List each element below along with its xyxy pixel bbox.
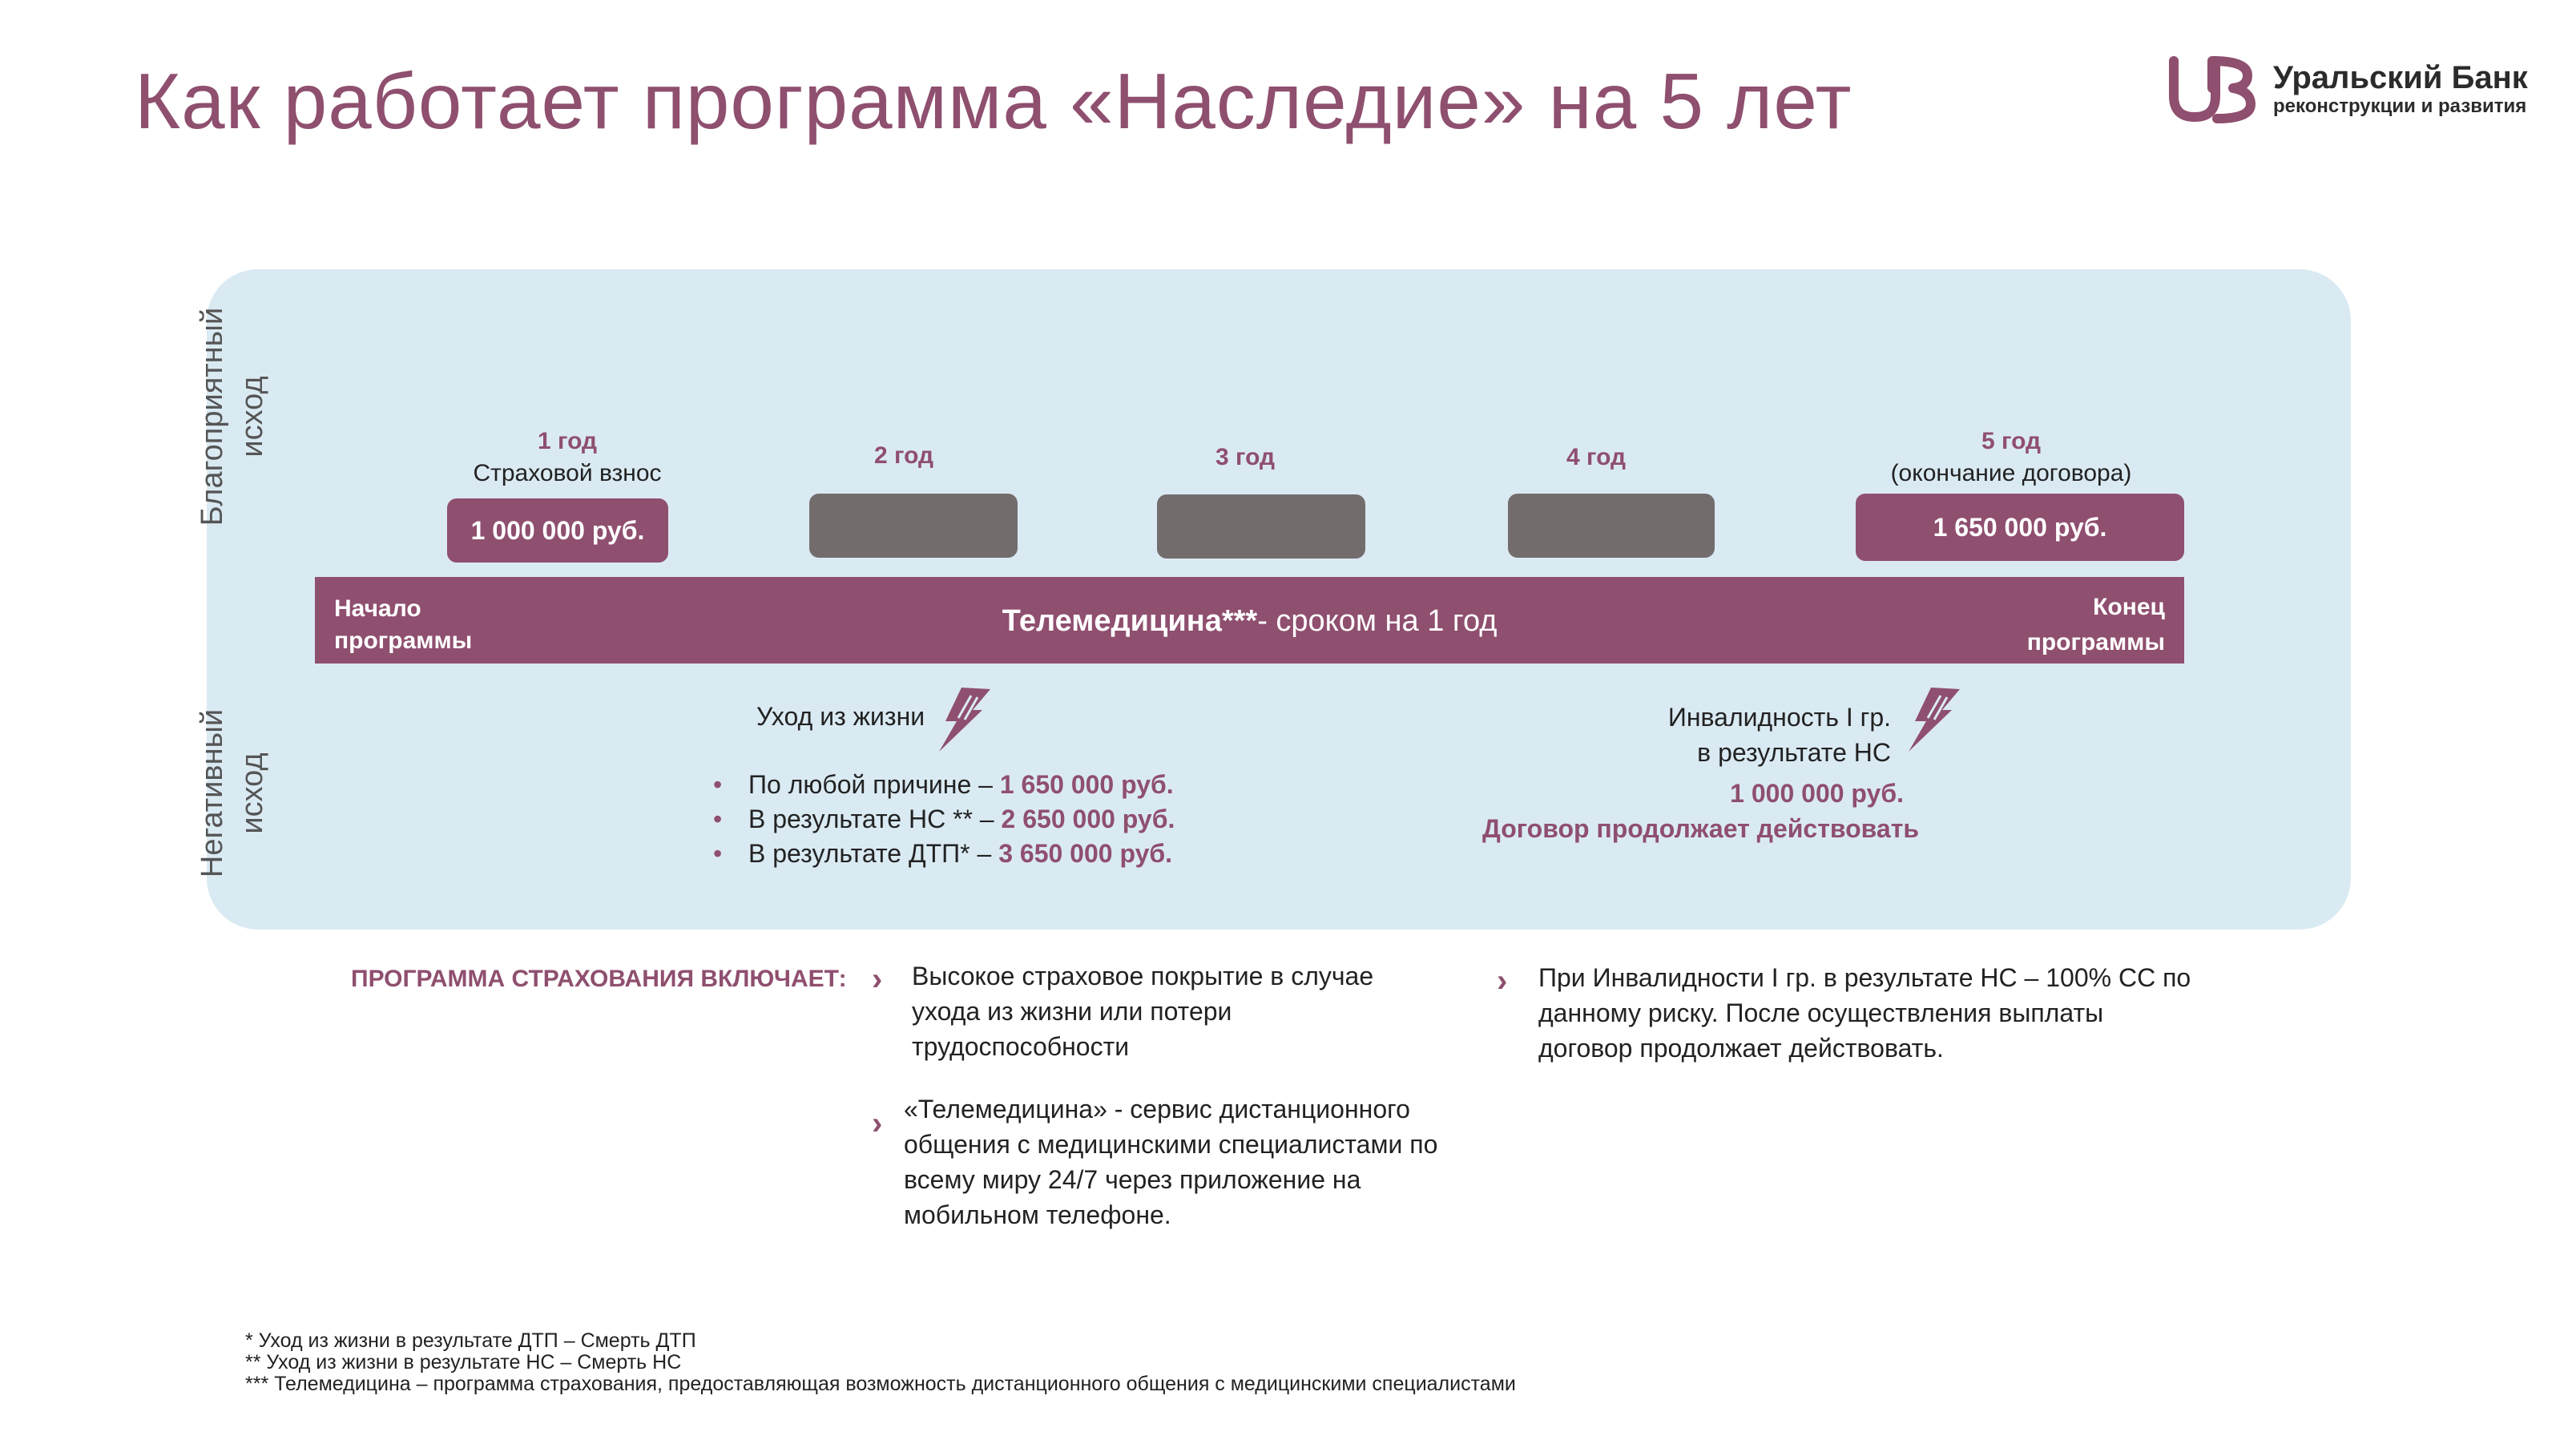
slide-title: Как работает программа «Наследие» на 5 лет [135, 57, 1852, 145]
list-item: • В результате ДТП* – 3 650 000 руб. [713, 837, 1175, 871]
includes-heading: ПРОГРАММА СТРАХОВАНИЯ ВКЛЮЧАЕТ: [351, 966, 847, 992]
disability-amount: 1 000 000 руб. [1730, 779, 1904, 808]
includes-item-1: Высокое страховое покрытие в случае ухода из жизни или потери трудоспособности [912, 962, 1374, 1061]
lightning-icon [1899, 686, 1961, 753]
list-item: • В результате НС ** – 2 650 000 руб. [713, 802, 1175, 837]
year-4-label: 4 год [1566, 444, 1627, 470]
lightning-icon [929, 686, 992, 753]
year-1-sub: Страховой взнос [473, 460, 662, 486]
disability-note: Договор продолжает действовать [1482, 814, 1920, 843]
bullet-icon: • [713, 805, 723, 833]
negative-outcome-label: Негативный исход [196, 708, 269, 878]
footnote: * Уход из жизни в результате ДТП – Смерть ДТП [245, 1329, 696, 1352]
year-5-box: 1 650 000 руб. [1856, 494, 2184, 561]
timeline-end: Конец программы [2026, 594, 2165, 655]
year-5-label: 5 год [1981, 428, 2042, 454]
chevron-right-icon: › [1497, 963, 1508, 998]
year-1-box: 1 000 000 руб. [447, 498, 668, 563]
footnote: *** Телемедицина – программа страхования, предоставляющая возможность дистанционного общения с медицинскими специалистами [245, 1373, 1516, 1395]
chevron-right-icon: › [872, 962, 883, 997]
footnote: ** Уход из жизни в результате НС – Смерть НС [245, 1351, 682, 1374]
year-4-box [1508, 494, 1715, 558]
bullet-icon: • [713, 770, 723, 799]
timeline-start: Начало программы [334, 595, 473, 654]
year-1-label: 1 год [537, 428, 598, 454]
year-2-box [809, 494, 1018, 558]
bank-name: Уральский Банк [2273, 60, 2528, 95]
bank-logo [2167, 54, 2528, 123]
program-timeline [315, 577, 2184, 664]
list-item: • По любой причине – 1 650 000 руб. [713, 768, 1175, 802]
timeline-telemedicine: Телемедицина***- сроком на 1 год [1002, 604, 1498, 638]
year-3-label: 3 год [1215, 444, 1276, 470]
death-payout-list [713, 768, 1175, 871]
includes-item-3: При Инвалидности I гр. в результате НС – 100% СС по данному риску. После осуществления выплаты договор продолжает действовать. [1538, 963, 2191, 1063]
bank-logo-icon [2167, 54, 2256, 123]
year-3-box [1157, 494, 1365, 559]
disability-title: Инвалидность I гр. в результате НС [1667, 703, 1891, 767]
year-2-label: 2 год [873, 442, 934, 469]
footnotes [245, 1330, 1516, 1395]
includes-item-2: «Телемедицина» - сервис дистанционного общения с медицинскими специалистами по всему миру 24/7 через приложение на мобильном телефоне. [904, 1095, 1438, 1229]
favorable-outcome-label: Благоприятный исход [196, 307, 269, 526]
bank-subtitle: реконструкции и развития [2273, 95, 2527, 117]
chevron-right-icon: › [872, 1106, 883, 1141]
death-title: Уход из жизни [756, 702, 925, 731]
year-5-sub: (окончание договора) [1890, 460, 2132, 486]
bullet-icon: • [713, 839, 723, 868]
